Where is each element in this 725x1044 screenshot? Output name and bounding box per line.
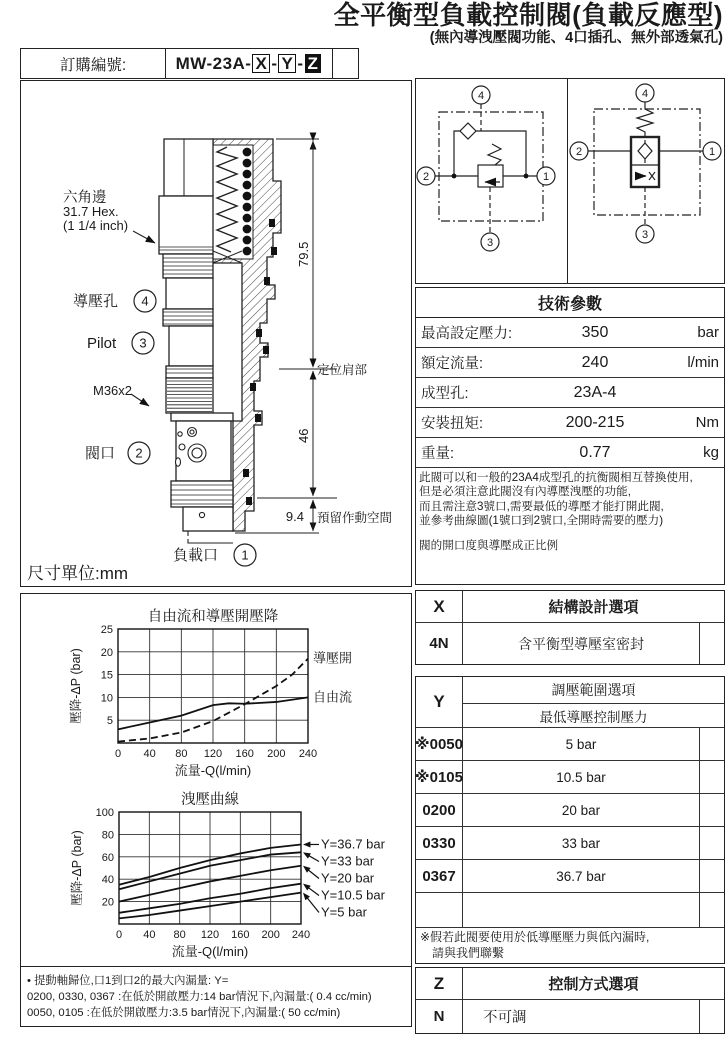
svg-text:Y=10.5 bar: Y=10.5 bar	[321, 887, 385, 903]
port-3-number: 3	[139, 335, 147, 351]
technical-parameters-header: 技術參數	[416, 288, 724, 318]
footnote-line: 0050, 0105 :在低於開啟壓力:3.5 bar情況下,內漏量:( 50 cc/min)	[27, 1006, 341, 1019]
schem1-port-3: 3	[486, 237, 494, 249]
schem1-port-2: 2	[422, 171, 430, 183]
schem1-port-4: 4	[477, 90, 485, 102]
svg-text:導壓開: 導壓開	[313, 650, 353, 666]
svg-text:10: 10	[100, 692, 113, 705]
svg-text:壓降-ΔP (bar): 壓降-ΔP (bar)	[70, 830, 84, 906]
y-row-tail	[699, 860, 724, 892]
svg-text:0: 0	[114, 748, 122, 760]
svg-text:120: 120	[200, 929, 220, 941]
y-table-row	[416, 728, 724, 761]
port-1-number: 1	[241, 547, 249, 563]
leakage-footnote	[27, 974, 372, 1021]
schematic-simplified	[568, 79, 723, 282]
svg-text:160: 160	[235, 748, 254, 760]
tech-value: 350	[581, 323, 609, 341]
y-row-desc	[463, 893, 699, 927]
option-table-x	[415, 590, 725, 665]
svg-text:25: 25	[100, 624, 113, 636]
y-row-tail	[699, 728, 724, 760]
svg-text:60: 60	[101, 851, 114, 864]
tech-value: 0.77	[579, 443, 611, 461]
svg-text:自由流: 自由流	[313, 689, 353, 705]
relief-curves-chart	[21, 790, 410, 964]
valve-port-label: 閥口	[85, 445, 116, 462]
svg-text:160: 160	[231, 929, 250, 941]
tech-unit: kg	[703, 444, 719, 461]
svg-text:自由流和導壓開壓降: 自由流和導壓開壓降	[147, 609, 279, 625]
svg-text:120: 120	[203, 748, 223, 760]
footnote-line: • 提動軸歸位,口1到口2的最大內漏量: Y=	[27, 975, 229, 987]
tech-value: 240	[581, 353, 609, 371]
svg-text:Y=20 bar: Y=20 bar	[321, 870, 375, 886]
order-option-x: X	[252, 54, 270, 74]
y-header-1: 調壓範圍選項	[463, 677, 724, 704]
svg-text:15: 15	[100, 669, 113, 682]
schem1-port-1: 1	[542, 171, 550, 183]
tech-unit: l/min	[687, 354, 719, 371]
dim-9-4: 9.4	[285, 509, 304, 524]
technical-note	[416, 468, 724, 553]
svg-text:流量-Q(l/min): 流量-Q(l/min)	[174, 763, 252, 778]
y-row-desc: 5 bar	[565, 736, 597, 752]
title-block	[334, 1, 723, 47]
x-row-desc: 含平衡型導壓室密封	[518, 635, 644, 652]
shoulder-label: 定位肩部	[317, 363, 368, 377]
dim-79-5: 79.5	[296, 241, 311, 267]
z-table-header-row	[416, 968, 724, 1000]
tech-note-line: 而且需注意3號口,需要最低的導壓才能打開此閥,	[419, 499, 664, 513]
tech-label: 最高設定壓力:	[421, 326, 513, 342]
option-table-y	[415, 676, 725, 964]
schematic-simplified-panel	[567, 78, 725, 284]
y-row-desc: 10.5 bar	[556, 769, 606, 785]
option-table-z	[415, 967, 725, 1034]
tech-value: 200-215	[565, 413, 625, 431]
units-label: 尺寸單位:mm	[27, 564, 129, 583]
y-note-line: 請與我們聯繫	[420, 945, 505, 960]
svg-text:Y=36.7 bar: Y=36.7 bar	[321, 836, 385, 852]
y-table-note	[416, 928, 724, 963]
order-code-prefix: MW-23A-	[175, 53, 252, 73]
tech-row-torque	[416, 408, 724, 438]
pilot-label: Pilot	[87, 335, 117, 352]
svg-text:Y=5 bar: Y=5 bar	[321, 904, 367, 920]
svg-text:100: 100	[95, 807, 114, 819]
y-table-row	[416, 794, 724, 827]
tech-note-line: 閥的開口度與導壓成正比例	[419, 538, 559, 552]
y-header-2: 最低導壓控制壓力	[539, 709, 648, 725]
y-table-row	[416, 761, 724, 794]
tech-note-line: 但是必須注意此閥沒有內導壓洩壓的功能,	[419, 485, 631, 499]
pilot-hole-label: 導壓孔	[73, 293, 119, 310]
y-row-desc: 20 bar	[561, 802, 601, 818]
tech-label: 額定流量:	[421, 356, 484, 372]
tech-row-weight	[416, 438, 724, 468]
y-row-code: 0200	[416, 794, 463, 826]
svg-text:壓降-ΔP (bar): 壓降-ΔP (bar)	[69, 648, 83, 724]
tech-label: 重量:	[421, 446, 455, 462]
svg-text:200: 200	[261, 929, 280, 941]
y-code: Y	[416, 677, 463, 727]
z-row-code: N	[416, 1000, 463, 1033]
hex-label-cn: 六角邊	[63, 190, 107, 206]
y-row-tail	[699, 827, 724, 859]
tech-note-spacer	[419, 529, 722, 539]
reserved-space-dashed-outline	[188, 531, 233, 543]
schem2-port-3: 3	[641, 229, 649, 241]
hex-callout-arrow	[133, 231, 155, 243]
schematic-detailed-panel	[415, 78, 568, 284]
svg-text:200: 200	[267, 748, 286, 760]
svg-text:240: 240	[298, 748, 318, 760]
y-table-row-empty	[416, 893, 724, 928]
order-box-tail-cell	[332, 49, 358, 78]
load-port-label: 負載口	[173, 547, 219, 564]
z-code: Z	[416, 968, 463, 999]
port-2-number: 2	[135, 445, 143, 461]
y-row-code: ※0050	[416, 728, 463, 760]
order-number-code: MW-23A- X - Y - Z	[165, 49, 332, 78]
x-code: X	[416, 591, 463, 622]
free-flow-pilot-open-pressure-drop-chart	[21, 598, 410, 788]
charts-footnote-divider	[21, 966, 411, 967]
y-row-code: ※0105	[416, 761, 463, 793]
tech-label: 安裝扭矩:	[421, 416, 484, 432]
y-note-line: ※假若此閥要使用於低導壓壓力與低內漏時,	[420, 930, 650, 944]
x-row-code: 4N	[416, 623, 463, 664]
x-table-header-row	[416, 591, 724, 623]
tech-value: 23A-4	[573, 383, 617, 401]
x-header: 結構設計選項	[548, 599, 639, 616]
y-table-row	[416, 827, 724, 860]
svg-text:80: 80	[175, 748, 188, 760]
y-table-header-row	[416, 677, 724, 728]
page-title: 全平衡型負載控制閥(負載反應型)	[333, 0, 723, 30]
svg-text:Y=33 bar: Y=33 bar	[321, 853, 375, 869]
dim-46: 46	[296, 428, 311, 443]
y-row-desc: 33 bar	[561, 835, 601, 851]
svg-text:40: 40	[143, 929, 156, 941]
hex-label-inch: (1 1/4 inch)	[63, 218, 129, 233]
schem2-port-2: 2	[575, 146, 583, 158]
footnote-line: 0200, 0330, 0367 :在低於開啟壓力:14 bar情況下,內漏量:( 0.4 cc/min)	[27, 990, 372, 1003]
schem2-port-1: 1	[708, 146, 716, 158]
svg-text:240: 240	[291, 929, 311, 941]
z-table-row-n	[416, 1000, 724, 1033]
order-number-label: 訂購編號:	[59, 56, 127, 74]
svg-text:80: 80	[173, 929, 186, 941]
port-4-number: 4	[141, 293, 149, 309]
tech-row-cavity	[416, 378, 724, 408]
y-row-code: 0367	[416, 860, 463, 892]
thread-callout-arrow	[131, 394, 149, 406]
y-row-tail	[699, 893, 724, 927]
charts-panel	[20, 593, 412, 1027]
y-row-desc: 36.7 bar	[556, 868, 606, 884]
order-number-box	[20, 48, 359, 79]
tech-label: 成型孔:	[421, 386, 469, 402]
order-option-z: Z	[305, 54, 322, 74]
tech-unit: bar	[697, 324, 719, 341]
order-option-y: Y	[278, 54, 296, 74]
svg-text:20: 20	[100, 646, 113, 659]
svg-text:洩壓曲線: 洩壓曲線	[181, 792, 239, 808]
x-table-row-4n	[416, 623, 724, 664]
tech-row-rated-flow	[416, 348, 724, 378]
page-subtitle: (無內導洩壓閥功能、4口插孔、無外部透氣孔)	[429, 29, 723, 46]
hex-label-size: 31.7 Hex.	[63, 204, 119, 219]
z-row-tail	[699, 1000, 724, 1033]
svg-text:0: 0	[115, 929, 123, 941]
tech-note-line: 並參考曲線圖(1號口到2號口,全開時需要的壓力)	[419, 514, 664, 528]
reserved-space-label: 預留作動空間	[317, 511, 393, 525]
tech-row-max-pressure	[416, 318, 724, 348]
y-row-tail	[699, 761, 724, 793]
tech-note-line: 此閥可以和一般的23A4成型孔的抗衡閥相互替換使用,	[419, 471, 693, 484]
svg-text:40: 40	[143, 748, 156, 760]
x-row-tail	[699, 623, 724, 664]
thread-label: M36x2	[93, 383, 133, 398]
svg-text:5: 5	[106, 715, 113, 728]
y-row-code: 0330	[416, 827, 463, 859]
tech-unit: Nm	[695, 414, 719, 431]
y-row-code	[416, 893, 463, 927]
valve-drawing-panel	[20, 80, 412, 587]
schem2-port-4: 4	[641, 88, 649, 100]
svg-text:80: 80	[101, 829, 114, 842]
svg-text:20: 20	[101, 896, 114, 909]
y-table-row	[416, 860, 724, 893]
technical-parameters-panel	[415, 287, 725, 585]
valve-cross-section-drawing	[21, 81, 410, 567]
z-row-desc: 不可調	[483, 1010, 527, 1026]
svg-text:40: 40	[101, 874, 114, 887]
z-header: 控制方式選項	[548, 976, 639, 993]
svg-text:流量-Q(l/min): 流量-Q(l/min)	[171, 944, 249, 959]
schematic-detailed	[416, 79, 566, 282]
y-row-tail	[699, 794, 724, 826]
